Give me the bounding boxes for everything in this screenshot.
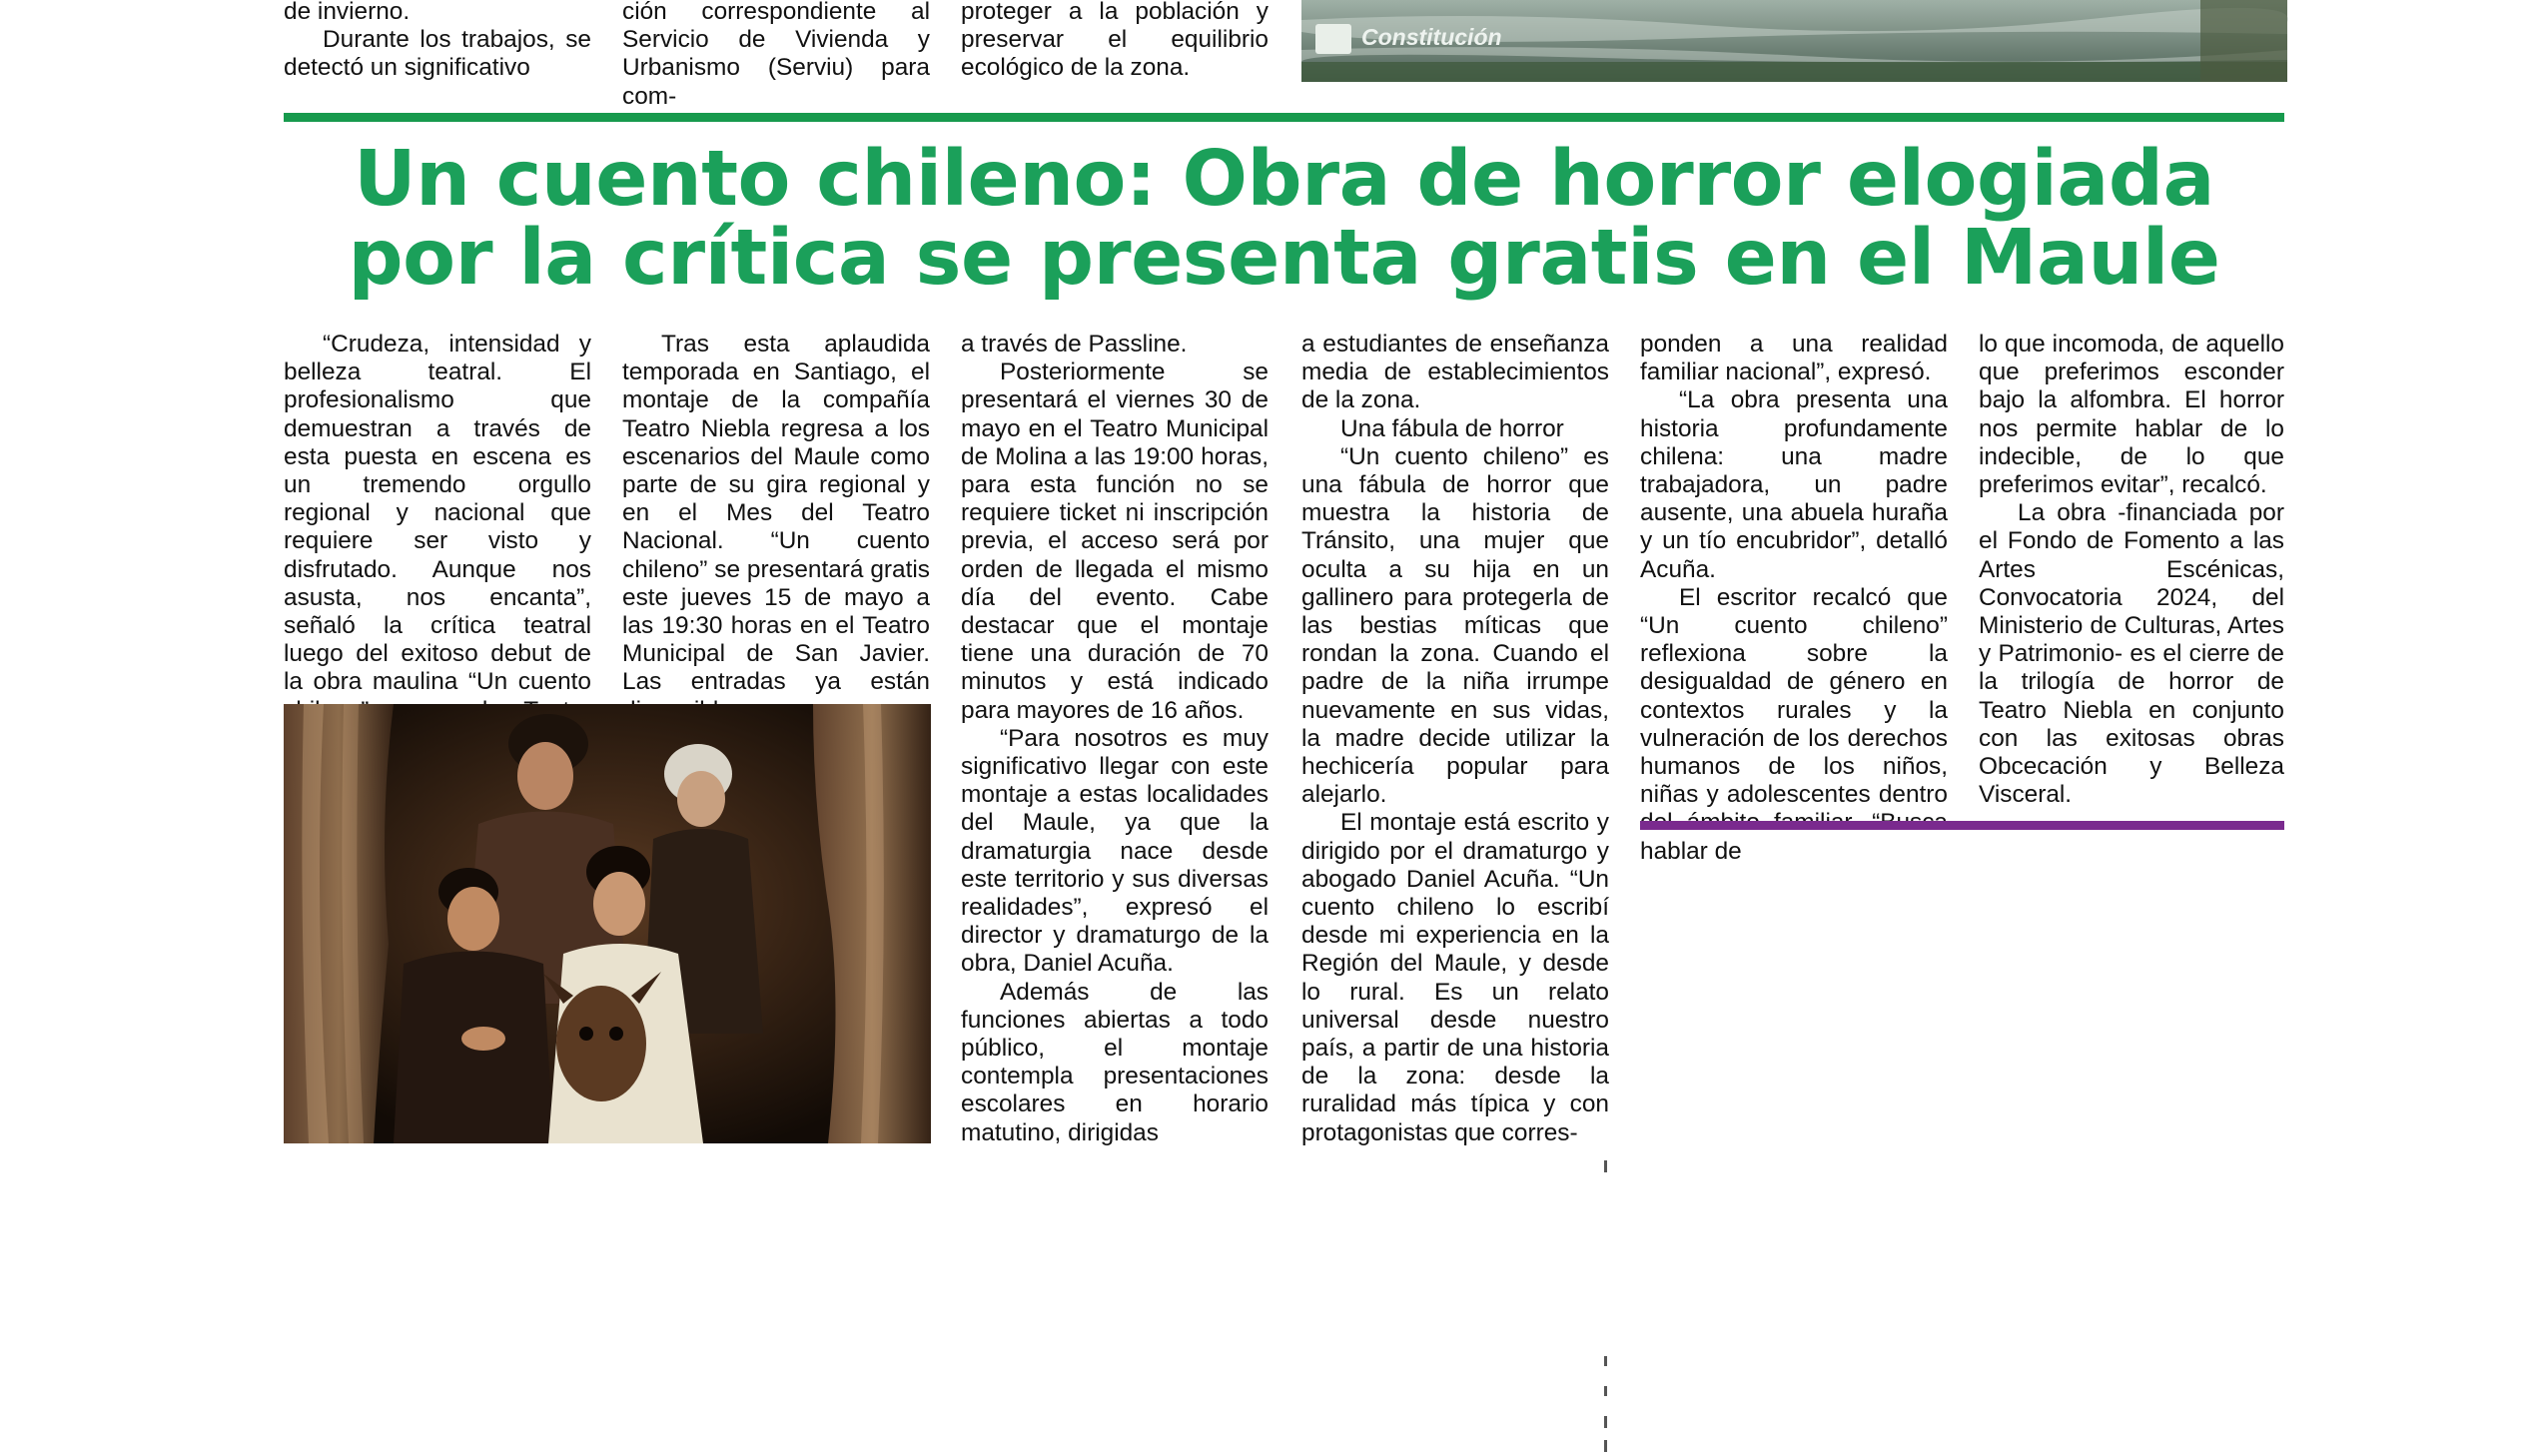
river-photo xyxy=(1301,0,2287,82)
col6-para-2: La obra -financiada por el Fondo de Fomento a las Artes Escénicas, Convocatoria 2024, del Ministerio de Culturas, Artes y Patrimonio- es el cierre de la trilogía de horror de Teatro Niebla en conjunto con las exitosas obras Obcecación y Belleza Visceral. xyxy=(1979,499,2284,809)
scan-mark xyxy=(1604,1440,1607,1452)
col3-para-3: “Para nosotros es muy significativo llegar con este montaje a estas localidades del Maule, ya que la dramaturgia nace desde este territorio y sus diversas realidades”, expresó el director y dramaturgo de la obra, Daniel Acuña. xyxy=(961,724,1269,978)
cast-photo xyxy=(284,704,931,1143)
prev-col3-para-1: proteger a la población y preservar el equilibrio ecológico de la zona. xyxy=(961,0,1269,82)
col3-para-4: Además de las funciones abiertas a todo público, el montaje contempla presentaciones escolares en horario matutino, dirigidas xyxy=(961,978,1269,1146)
article-col-6 xyxy=(1979,331,2284,809)
article-col-1 xyxy=(284,331,591,753)
col5-para-1: ponden a una realidad familiar nacional”, expresó. xyxy=(1640,331,1948,386)
col4-para-3: El montaje está escrito y dirigido por el dramaturgo y abogado Daniel Acuña. “Un cuento chileno lo escribí desde mi experiencia en la Región del Maule, y desde lo rural. Es un relato universal desde nuestro país, a partir de una historia de la zona: desde la ruralidad más típica y con protagonistas que corres- xyxy=(1301,809,1609,1146)
scan-mark xyxy=(1604,1386,1607,1396)
col4-para-1: a estudiantes de enseñanza media de establecimientos de la zona. xyxy=(1301,331,1609,414)
article-end-rule xyxy=(1640,821,2284,830)
prev-col2-para-1: ción correspondiente al Servicio de Vivienda y Urbanismo (Serviu) para com- xyxy=(622,0,930,110)
col2-para-1: Tras esta aplaudida temporada en Santiago, el montaje de la compañía Teatro Niebla regresa a los escenarios del Maule como parte de su gira regional y en el Mes del Teatro Nacional. “Un cuento chileno” se presentará gratis este jueves 15 de mayo a las 19:30 horas en el Teatro Municipal de San Javier. Las entradas ya están xyxy=(622,331,930,696)
prev-article-col-1 xyxy=(284,0,591,84)
col3-para-2: Posteriormente se presentará el viernes 30 de mayo en el Teatro Municipal de Molina a las 19:00 horas, para esta función no se requiere ticket ni inscripción previa, el acceso será por orden de llegada el mismo día del evento. Cabe destacar que el montaje tiene una duración de 70 minutos y está indicado para mayores de 16 años. xyxy=(961,359,1269,724)
prev-article-col-3 xyxy=(961,0,1269,84)
prev-col1-para-2: Durante los trabajos, se detectó un significativo xyxy=(284,26,591,82)
col5-para-3: El escritor recalcó que “Un cuento chileno” reflexiona sobre la desigualdad de género en contextos rurales y la vulneración de los derechos humanos de los niños, niñas y adolescentes dentro hablar de xyxy=(1640,583,1948,865)
camera-icon xyxy=(1315,24,1351,54)
cast-photo-art xyxy=(284,704,931,1143)
article-col-3 xyxy=(961,331,1269,1147)
col3-para-1: a través de Passline. xyxy=(961,331,1188,358)
article-headline: Un cuento chileno: Obra de horror elogiada por la crítica se presenta gratis en el Maule xyxy=(348,135,2220,303)
col5-para-2: “La obra presenta una historia profundamente chilena: una madre trabajadora, un padre ausente, una abuela huraña y un tío encubridor”, detalló Acuña. xyxy=(1640,386,1948,583)
scan-mark xyxy=(1604,1356,1607,1366)
top-divider xyxy=(284,113,2284,122)
col6-para-1: lo que incomoda, de aquello que preferimos esconder bajo la alfombra. El horror nos permite hablar de lo indecible, de lo que preferimos evitar”, recalcó. xyxy=(1979,331,2284,499)
col1-para-1: “Crudeza, intensidad y belleza teatral. El profesionalismo que demuestran a través de esta puesta en escena es un tremendo orgullo regional y nacional que requiere ser visto y disfrutado. Aunque nos asusta, nos encanta”, señaló la crítica teatral luego del exitoso debut de la obra maulina “Un cuento xyxy=(284,331,591,696)
article-col-2 xyxy=(622,331,930,725)
photo-credit: Constitución xyxy=(1361,24,1502,50)
section-subhead: Una fábula de horror xyxy=(1340,414,1564,442)
article-col-5 xyxy=(1640,331,1948,866)
col4-para-2: “Un cuento chileno” es una fábula de horror que muestra la historia de Tránsito, una mujer que oculta a su hija en un gallinero para protegerla de las bestias míticas que rondan la zona. Cuando el padre de la niña irrumpe nuevamente en sus vidas, la madre decide utilizar la hechicería popular para alejarlo. xyxy=(1301,442,1609,809)
scan-mark xyxy=(1604,1416,1607,1428)
prev-col1-para-1: de invierno. xyxy=(284,0,411,25)
article-col-4 xyxy=(1301,331,1609,1147)
prev-article-col-2 xyxy=(622,0,930,110)
scan-mark xyxy=(1604,1160,1607,1172)
